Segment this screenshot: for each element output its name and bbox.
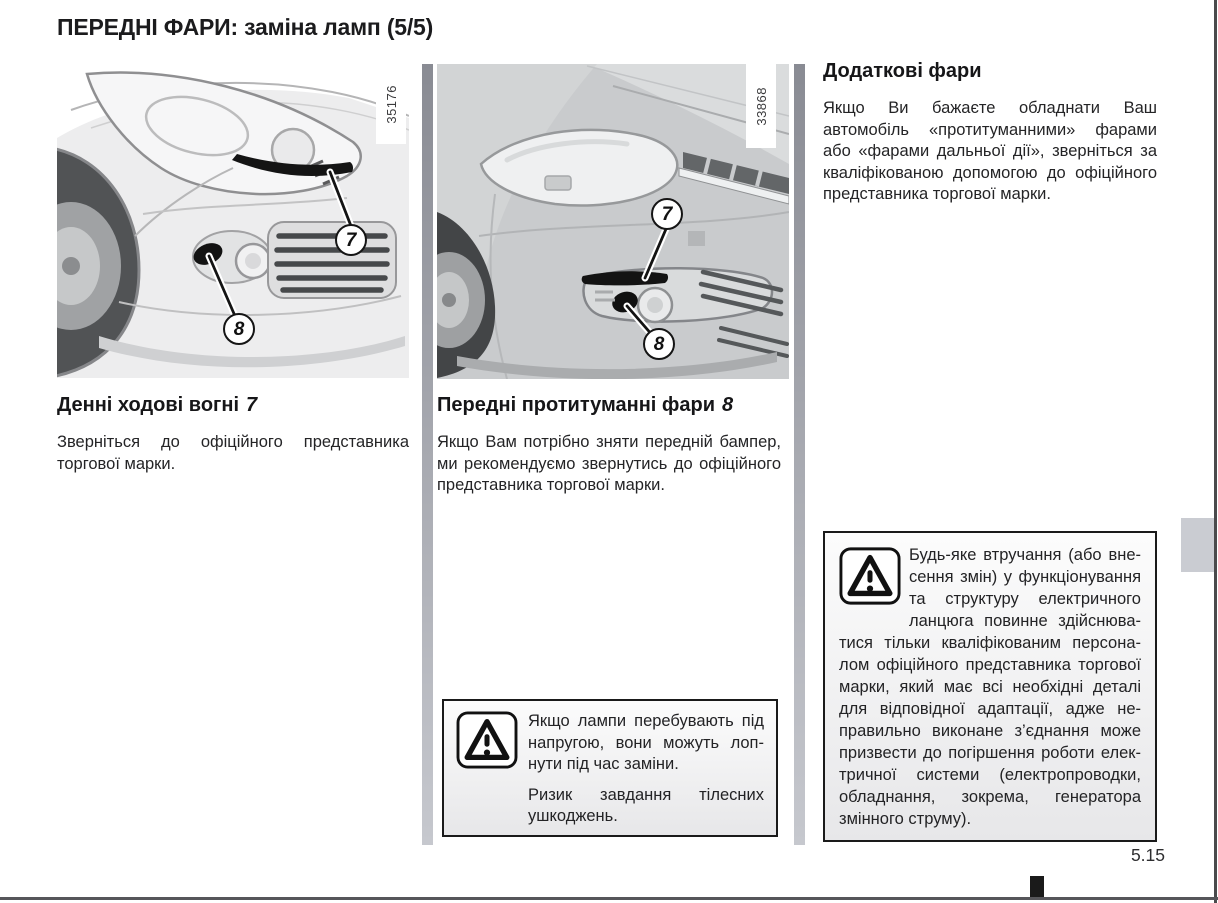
figure-code-label: 35176 — [376, 64, 406, 144]
section-edge-tab — [1181, 518, 1215, 572]
section-body: Якщо Ви бажаєте обладнати Ваш автомобіль «протитуманними» фарами або «фарами дальньої дії», зверніться за кваліфікованою допомогою до офіційного представника торгової марки. — [823, 99, 1157, 203]
warning-paragraph: Будь-яке втручання (або внесення змін) у функціонування та структуру електричного ланцюга повинне здійснюватися тільки кваліфікованим персоналом офіційного представника торгової марки, який має всі необхідні деталі для відповідної адаптації, адже неправильно виконане з’єднання може призвести до погіршення роботи електричної системи (електропроводки, обладнання, зокрема, генератора змінного струму). — [839, 546, 1141, 828]
section-daytime-running-lights — [57, 394, 409, 475]
column-divider — [422, 64, 433, 845]
section-body: Зверніться до офіційного представника торгової марки. — [57, 433, 409, 473]
callout-reference: 8 — [722, 394, 734, 416]
callout-7-badge: 7 — [651, 198, 683, 230]
section-front-fog-lights — [437, 394, 781, 497]
page-number: 5.15 — [1130, 845, 1165, 865]
warning-triangle-icon — [839, 546, 901, 606]
page-edge-bottom — [0, 897, 1218, 900]
callout-7-badge: 7 — [335, 224, 367, 256]
section-heading: Додаткові фари — [823, 60, 982, 82]
warning-paragraph: Якщо лампи перебувають під напругою, вони можуть лопнути під час заміни. — [528, 712, 764, 773]
section-additional-lights — [823, 60, 1157, 206]
warning-triangle-icon — [456, 711, 518, 769]
print-registration-mark — [1030, 876, 1044, 898]
warning-box-electrical — [823, 531, 1157, 842]
callout-reference: 7 — [246, 394, 258, 416]
warning-paragraph: Ризик завдання тілесних ушкоджень. — [528, 785, 764, 825]
callout-8-badge: 8 — [223, 313, 255, 345]
car-front-illustration-2 — [437, 64, 789, 379]
warning-text — [528, 711, 764, 825]
section-heading: Передні протитуманні фари 8 — [437, 394, 734, 416]
page-edge-right — [1214, 0, 1217, 903]
figure-code-label: 33868 — [746, 64, 776, 148]
callout-8-badge: 8 — [643, 328, 675, 360]
section-body: Якщо Вам потрібно зняти передній бампер, ми рекомендуємо звернутись до офіційного представника торгової марки. — [437, 433, 781, 494]
section-heading: Денні ходові вогні 7 — [57, 394, 258, 416]
page-title: ПЕРЕДНІ ФАРИ: заміна ламп (5/5) — [57, 14, 434, 40]
figure-daytime-running-lights — [57, 64, 409, 378]
figure-front-fog-lights — [437, 64, 789, 379]
column-divider — [794, 64, 805, 845]
warning-box-bulb — [442, 699, 778, 837]
